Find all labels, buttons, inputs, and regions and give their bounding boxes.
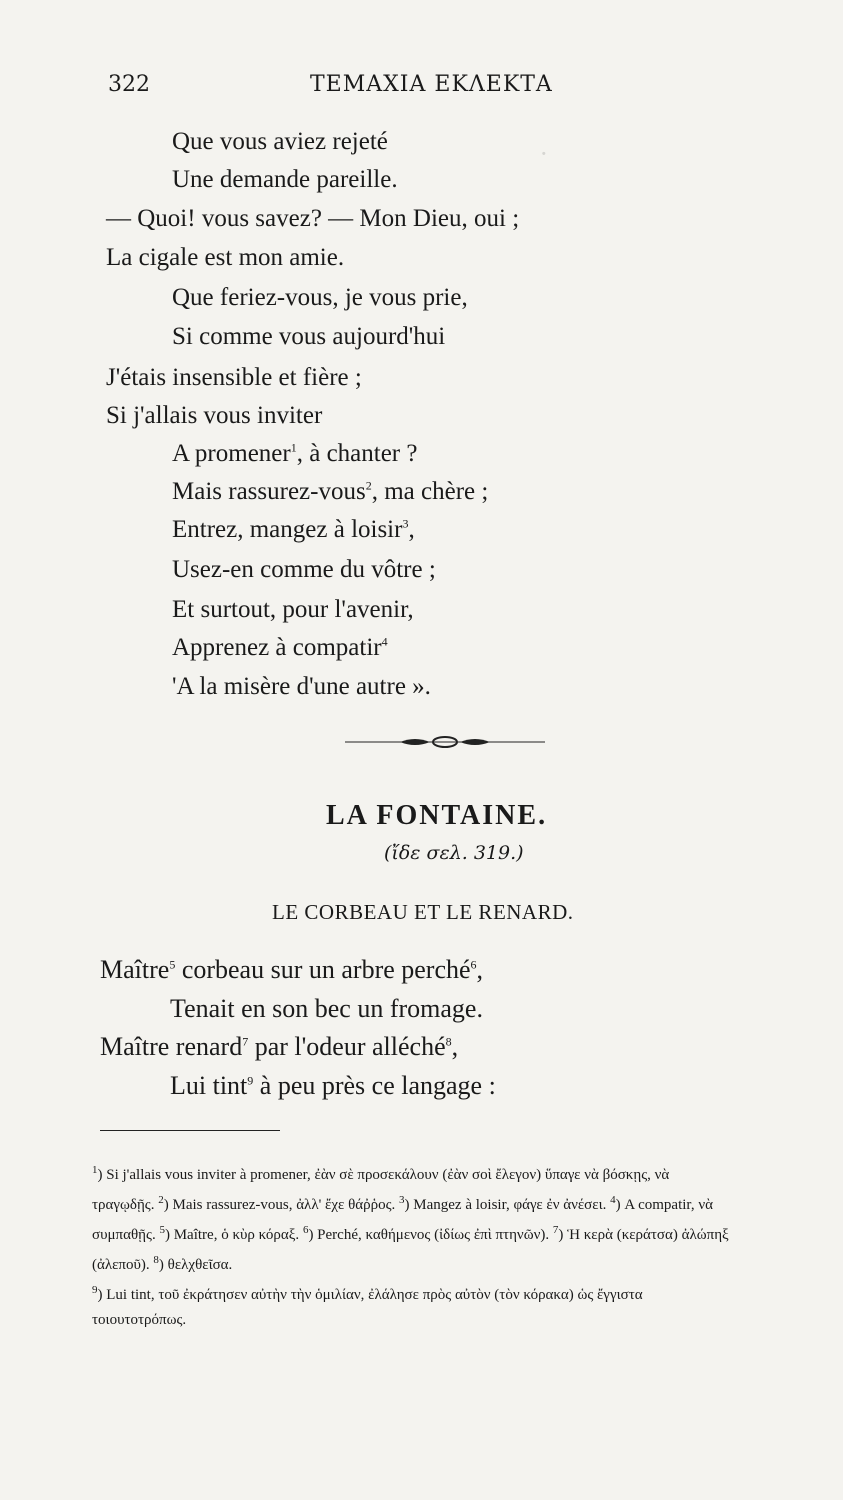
footnote-ref: 6 bbox=[470, 957, 477, 972]
poem-line: Mais rassurez-vous$^2$, ma chère ; bbox=[172, 478, 489, 505]
footnotes bbox=[92, 1158, 732, 1333]
running-title: ΤΕΜΑΧΙΑ ΕΚΛΕΚΤΑ bbox=[310, 72, 553, 97]
footnote-ref: 3 bbox=[402, 516, 409, 531]
footnote-ref: 5 bbox=[169, 957, 176, 972]
footnote: $^1$) Si j'allais vous inviter à promener, ἐὰν σὲ προσεκάλουν (ἐὰν σοὶ ἔλεγον) ὕπαγε νὰ βόσκῃς, νὰ τραγῳδῇς. bbox=[92, 1164, 670, 1213]
poem-line: Apprenez à compatir$^4$ bbox=[172, 634, 388, 661]
footnote-ref: 7 bbox=[242, 1034, 249, 1049]
poem-line: Usez-en comme du vôtre ; bbox=[172, 556, 436, 583]
poem-line: Et surtout, pour l'avenir, bbox=[172, 596, 414, 623]
footnote: $^9$) Lui tint, τοῦ ἐκράτησεν αὐτὴν τὴν ὁμιλίαν, ἐλάλησε πρὸς αὐτὸν (τὸν κόρακα) ὡς ἔγγιστα τοιουτοτρόπως. bbox=[92, 1284, 643, 1328]
author-heading: LA FONTAINE. bbox=[326, 800, 548, 831]
poem-line: Que feriez-vous, je vous prie, bbox=[172, 284, 468, 311]
footnote-ref: 4 bbox=[381, 634, 388, 649]
footnote-ref: 9 bbox=[247, 1073, 254, 1088]
poem-line: Si j'allais vous inviter bbox=[106, 402, 323, 429]
poem-line: Lui tint$^9$ à peu près ce langage : bbox=[170, 1071, 496, 1100]
footnote-rule bbox=[100, 1130, 280, 1131]
footnote: $^4$) A compatir, νὰ συμπαθῇς. bbox=[92, 1194, 713, 1243]
page-header bbox=[100, 72, 720, 108]
book-page: · 322 ΤΕΜΑΧΙΑ ΕΚΛΕΚΤΑ Que vous aviez rejeté Une demande pareille. — Quoi! vous savez? — Mon Dieu, oui ; La cigale est mon amie. Que feriez-vous, je vous prie, Si comme vous aujourd'hui J'étais insensible et fière ; Si j'allais vous inviter A promener$^1$, à chanter ? Mais rassurez-vous$^2$, ma chère ; Entrez, mangez à loisir$^3$, Usez-en comme du vôtre ; Et surtout, pour l'avenir, Apprenez à compatir$^4$ 'A la misère d'une autre ». LA FONTAINE. (ἴδε σελ. 319.) LE CORBEAU ET LE RENARD. Maître$^5$ corbeau sur un arbre perché$^6$, Tenait en son bec un fromage. Maître renard$^7$ par l'odeur alléché$^8$, Lui tint$^9$ à peu près ce langage : $^1$) Si j'allais vous inviter à promener, ἐὰν σὲ προσεκάλουν (ἐὰν σοὶ ἔλεγον) ὕπαγε νὰ βόσκῃς, νὰ τραγῳδῇς. $^2$) Mais rassurez-vous, ἀλλ' ἔχε θάῤῥος. $^3$) Mangez à loisir, φάγε ἐν ἀνέσει. $^4$) A compatir, νὰ συμπαθῇς. $^5$) Maître, ὁ κὺρ κόραξ. $^6$) Perché, καθήμενος (ἰδίως ἐπὶ πτηνῶν). $^7$) Ἡ κερὰ (κεράτσα) ἀλώπηξ (ἀλεποῦ). $^8$) θελχθεῖσα. $^9$) Lui tint, τοῦ ἐκράτησεν αὐτὴν τὴν ὁμιλίαν, ἐλάλησε πρὸς αὐτὸν (τὸν κόρακα) ὡς ἔγγιστα τοιουτοτρόπως. bbox=[0, 0, 843, 1500]
poem-line: Maître$^5$ corbeau sur un arbre perché$^6$, bbox=[100, 955, 484, 984]
footnote-ref: 1 bbox=[290, 440, 297, 455]
poem-line: 'A la misère d'une autre ». bbox=[172, 673, 431, 700]
footnote-ref: 8 bbox=[445, 1034, 452, 1049]
poem-line: Entrez, mangez à loisir$^3$, bbox=[172, 516, 415, 543]
poem-title: LE CORBEAU ET LE RENARD. bbox=[272, 900, 574, 924]
poem-line: Tenait en son bec un fromage. bbox=[170, 994, 483, 1023]
poem-line: Maître renard$^7$ par l'odeur alléché$^8$, bbox=[100, 1032, 459, 1061]
page-number: 322 bbox=[108, 72, 150, 97]
footnote: $^2$) Mais rassurez-vous, ἀλλ' ἔχε θάῤῥος. bbox=[158, 1194, 396, 1213]
poem-line: — Quoi! vous savez? — Mon Dieu, oui ; bbox=[106, 205, 520, 232]
poem-line: La cigale est mon amie. bbox=[106, 244, 345, 271]
footnote: $^3$) Mangez à loisir, φάγε ἐν ἀνέσει. bbox=[399, 1194, 607, 1213]
poem-line: Si comme vous aujourd'hui bbox=[172, 323, 446, 350]
ornament-divider bbox=[345, 735, 545, 749]
footnote: $^7$) Ἡ κερὰ (κεράτσα) ἀλώπηξ (ἀλεποῦ). bbox=[92, 1224, 729, 1273]
page-reference: (ἴδε σελ. 319.) bbox=[384, 842, 524, 864]
footnote: $^5$) Maître, ὁ κὺρ κόραξ. bbox=[159, 1224, 300, 1243]
poem-line: J'étais insensible et fière ; bbox=[106, 364, 362, 391]
poem-line: Une demande pareille. bbox=[172, 166, 398, 193]
footnote-ref: 2 bbox=[365, 478, 372, 493]
footnote: $^6$) Perché, καθήμενος (ἰδίως ἐπὶ πτηνῶν). bbox=[302, 1224, 550, 1243]
poem-line: A promener$^1$, à chanter ? bbox=[172, 440, 418, 467]
poem-line: Que vous aviez rejeté bbox=[172, 128, 388, 155]
footnote: $^8$) θελχθεῖσα. bbox=[153, 1254, 233, 1273]
